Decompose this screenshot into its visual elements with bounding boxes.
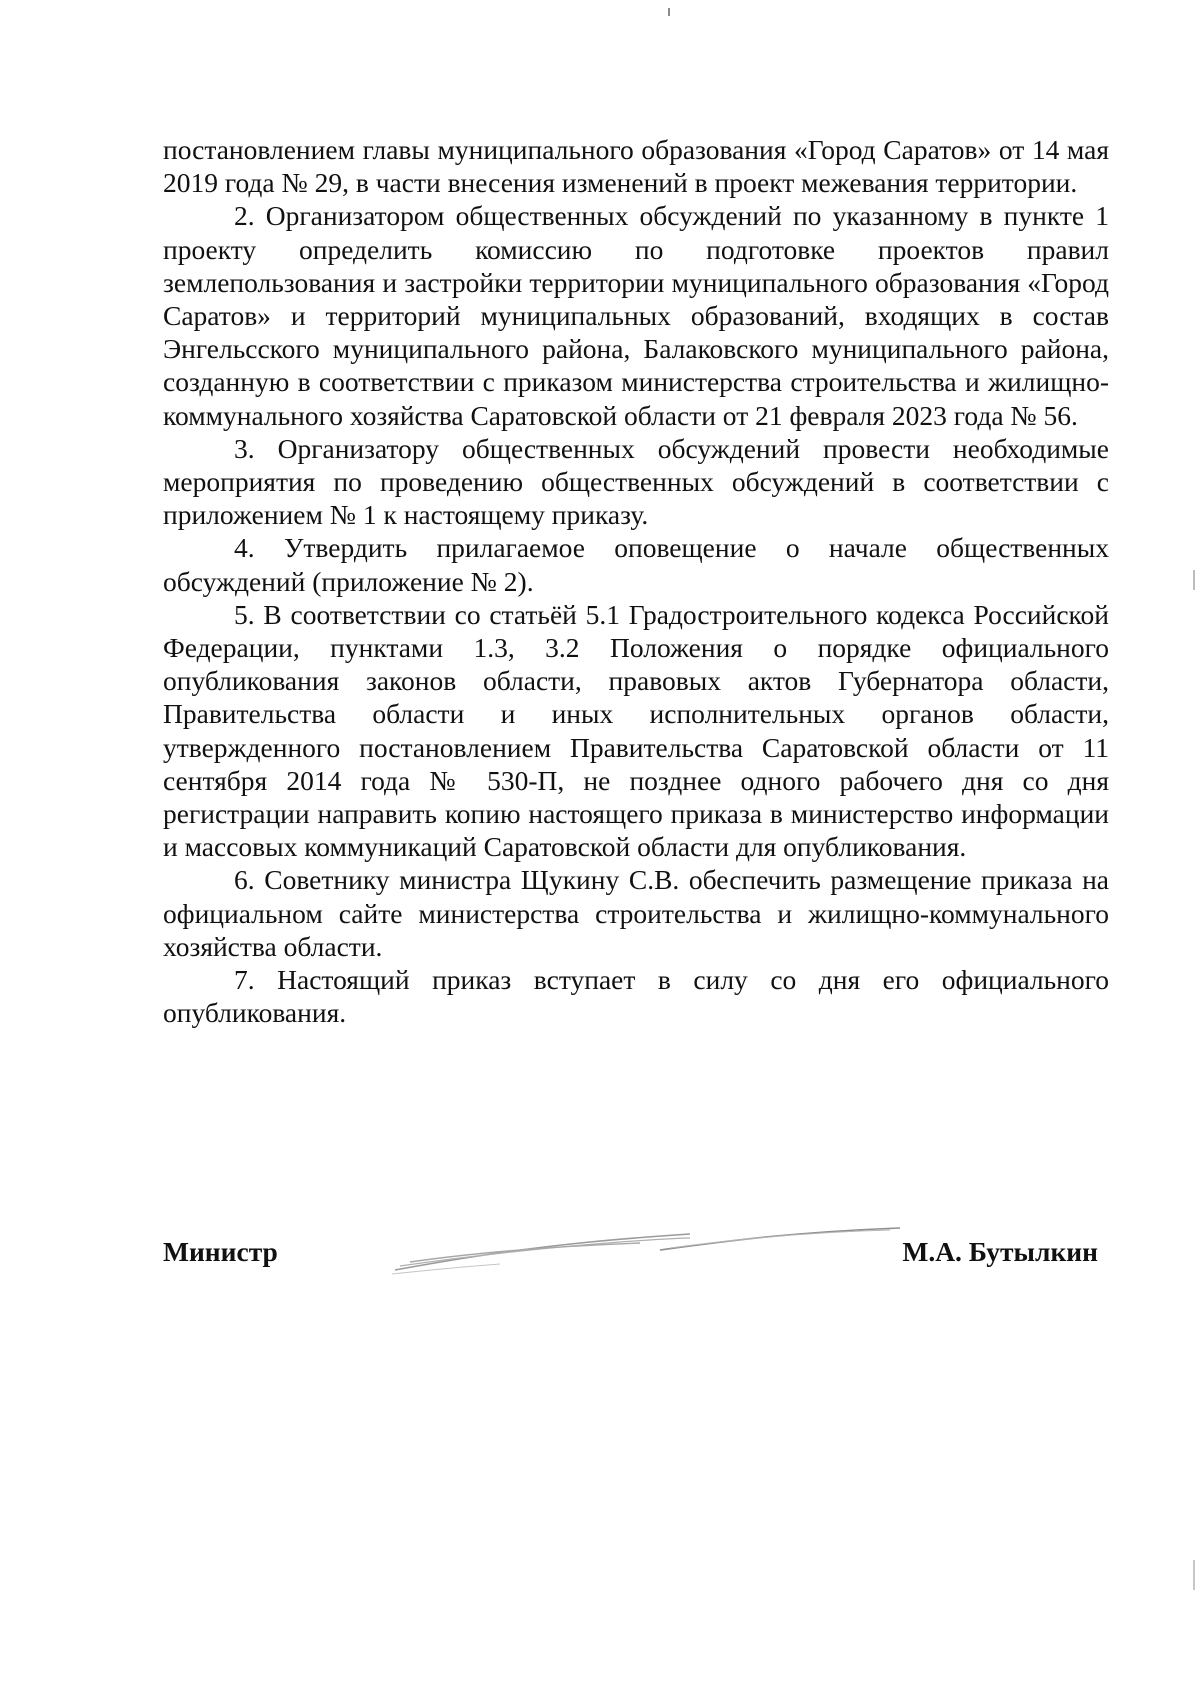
signatory-name: М.А. Бутылкин — [902, 1236, 1098, 1267]
handwritten-signature — [390, 1212, 910, 1282]
scan-artifact — [1193, 1560, 1195, 1590]
paragraph-item-4: 4. Утвердить прилагаемое оповещение о начале общественных обсуждений (приложение № 2). — [163, 532, 1109, 597]
paragraph-continuation: постановлением главы муниципального образования «Город Саратов» от 14 мая 2019 года № 29, в части внесения изменений в проект межевания территории. — [163, 134, 1109, 199]
paragraph-item-2: 2. Организатором общественных обсуждений по указанному в пункте 1 проекту определить комиссию по подготовке проектов правил землепользования и застройки территории муниципального образования «Город Саратов» и территорий муниципальных образований, входящих в состав Энгельсского муниципального района, Балаковского муниципального района, созданную в соответствии с приказом министерства строительства и жилищно-коммунального хозяйства Саратовской области от 21 февраля 2023 года № 56. — [163, 200, 1109, 431]
signatory-title: Министр — [163, 1236, 278, 1267]
paragraph-item-3: 3. Организатору общественных обсуждений провести необходимые мероприятия по проведению общественных обсуждений в соответствии с приложением № 1 к настоящему приказу. — [163, 432, 1109, 531]
document-body — [163, 133, 1109, 1029]
scan-artifact — [668, 8, 670, 16]
paragraph-item-6: 6. Советнику министра Щукину С.В. обеспечить размещение приказа на официальном сайте министерства строительства и жилищно-коммунального хозяйства области. — [163, 864, 1109, 962]
paragraph-item-5: 5. В соответствии со статьёй 5.1 Градостроительного кодекса Российской Федерации, пунктами 1.3, 3.2 Положения о порядке официального опубликования законов области, правовых актов Губернатора области, Правительства области и иных исполнительных органов области, утвержденного постановлением Правительства Саратовской области от 11 сентября 2014 года № 530-П, не позднее одного рабочего дня со дня регистрации направить копию настоящего приказа в министерство информации и массовых коммуникаций Саратовской области для опубликования. — [163, 598, 1109, 863]
scan-artifact — [1193, 570, 1195, 590]
paragraph-item-7: 7. Настоящий приказ вступает в силу со дня его официального опубликования. — [163, 964, 1109, 1029]
